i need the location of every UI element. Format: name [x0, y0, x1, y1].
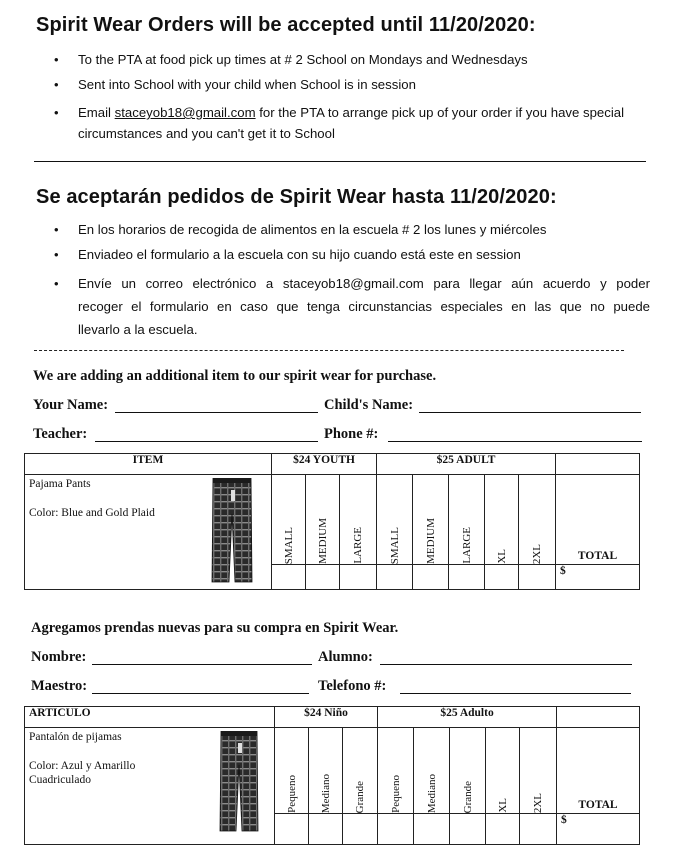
- maestro-label: Maestro:: [31, 678, 88, 694]
- childs-name-label: Child's Name:: [324, 397, 414, 413]
- qty-cell[interactable]: [378, 814, 414, 845]
- size-large-youth[interactable]: LARGE: [340, 475, 377, 565]
- order-table-en: [24, 453, 640, 590]
- qty-cell[interactable]: [272, 565, 306, 590]
- list-item: • En los horarios de recogida de alimentos en la escuela # 2 los lunes y miércoles: [54, 222, 547, 237]
- qty-cell[interactable]: [520, 814, 557, 845]
- section-divider: [34, 350, 624, 351]
- your-name-field[interactable]: [115, 398, 318, 413]
- nombre-field[interactable]: [92, 650, 312, 665]
- your-name-label: Your Name:: [33, 397, 109, 413]
- adult-price-header: $25 ADULT: [377, 454, 556, 475]
- qty-cell[interactable]: [306, 565, 340, 590]
- alumno-label: Alumno:: [318, 649, 373, 665]
- size-small-adult[interactable]: SMALL: [377, 475, 413, 565]
- english-heading: Spirit Wear Orders will be accepted until 11/20/2020:: [36, 14, 536, 36]
- bullet-icon: •: [54, 247, 59, 262]
- phone-label: Phone #:: [324, 426, 379, 442]
- item-color: Color: Azul y Amarillo: [29, 760, 136, 772]
- pajama-pants-image: [219, 731, 259, 833]
- size-2xl-adulto[interactable]: 2XL: [520, 728, 557, 814]
- telefono-field[interactable]: [400, 679, 631, 694]
- spanish-heading: Se aceptarán pedidos de Spirit Wear hasta 11/20/2020:: [36, 186, 557, 208]
- qty-cell[interactable]: [343, 814, 378, 845]
- qty-cell[interactable]: [275, 814, 309, 845]
- qty-cell[interactable]: [485, 565, 519, 590]
- nombre-label: Nombre:: [31, 649, 87, 665]
- spanish-bullet-list: [54, 222, 650, 341]
- qty-cell[interactable]: [340, 565, 377, 590]
- alumno-field[interactable]: [380, 650, 632, 665]
- total-header: TOTAL: [556, 475, 640, 565]
- childs-name-field[interactable]: [419, 398, 641, 413]
- order-table-es: [24, 706, 640, 845]
- bullet-icon: •: [54, 105, 59, 120]
- total-header: TOTAL: [557, 728, 640, 814]
- telefono-label: Telefono #:: [318, 678, 387, 694]
- item-color-2: Cuadriculado: [29, 774, 91, 786]
- bullet-icon: •: [54, 222, 59, 237]
- qty-cell[interactable]: [519, 565, 556, 590]
- total-amount-field[interactable]: $: [556, 565, 640, 590]
- youth-price-header: $24 Niño: [275, 707, 378, 728]
- size-grande-nino[interactable]: Grande: [343, 728, 378, 814]
- qty-cell[interactable]: [414, 814, 450, 845]
- item-header: ARTICULO: [25, 707, 275, 728]
- bullet-icon: •: [54, 52, 59, 67]
- english-bullet-list: [54, 52, 674, 144]
- teacher-label: Teacher:: [33, 426, 88, 442]
- item-header: ITEM: [25, 454, 272, 475]
- size-pequeno-adulto[interactable]: Pequeno: [378, 728, 414, 814]
- size-mediano-nino[interactable]: Mediano: [309, 728, 343, 814]
- qty-cell[interactable]: [486, 814, 520, 845]
- email-link[interactable]: staceyob18@gmail.com: [114, 105, 256, 120]
- teacher-field[interactable]: [95, 427, 318, 442]
- item-color: Color: Blue and Gold Plaid: [29, 507, 155, 519]
- qty-cell[interactable]: [309, 814, 343, 845]
- item-cell: [25, 475, 272, 590]
- youth-price-header: $24 YOUTH: [272, 454, 377, 475]
- list-item: • Sent into School with your child when School is in session: [54, 77, 416, 92]
- size-grande-adulto[interactable]: Grande: [450, 728, 486, 814]
- form-intro: We are adding an additional item to our spirit wear for purchase.: [33, 368, 437, 384]
- phone-field[interactable]: [388, 427, 642, 442]
- size-mediano-adulto[interactable]: Mediano: [414, 728, 450, 814]
- section-divider: [34, 161, 646, 162]
- maestro-field[interactable]: [92, 679, 309, 694]
- list-item: • To the PTA at food pick up times at # 2 School on Mondays and Wednesdays: [54, 52, 528, 67]
- size-small-youth[interactable]: SMALL: [272, 475, 306, 565]
- list-item: • Email staceyob18@gmail.com for the PTA to arrange pick up of your order if you have special circumstances and you can't get it to School: [54, 102, 674, 144]
- size-medium-youth[interactable]: MEDIUM: [306, 475, 340, 565]
- size-2xl-adult[interactable]: 2XL: [519, 475, 556, 565]
- item-name: Pantalón de pijamas: [29, 731, 122, 743]
- bullet-icon: •: [54, 276, 59, 291]
- size-xl-adulto[interactable]: XL: [486, 728, 520, 814]
- list-item: • Envíe un correo electrónico a staceyob18@gmail.com para llegar aún acuerdo y poder recoger el formulario en caso que tenga circunstancias especiales en las que no puede llevarlo a la escuela.: [54, 272, 650, 341]
- bullet-icon: •: [54, 77, 59, 92]
- qty-cell[interactable]: [413, 565, 449, 590]
- qty-cell[interactable]: [449, 565, 485, 590]
- qty-cell[interactable]: [377, 565, 413, 590]
- size-large-adult[interactable]: LARGE: [449, 475, 485, 565]
- size-medium-adult[interactable]: MEDIUM: [413, 475, 449, 565]
- adult-price-header: $25 Adulto: [378, 707, 557, 728]
- total-amount-field[interactable]: $: [557, 814, 640, 845]
- form-intro-es: Agregamos prendas nuevas para su compra en Spirit Wear.: [31, 620, 399, 636]
- qty-cell[interactable]: [450, 814, 486, 845]
- pajama-pants-image: [211, 478, 253, 584]
- size-xl-adult[interactable]: XL: [485, 475, 519, 565]
- item-cell: [25, 728, 275, 845]
- item-name: Pajama Pants: [29, 478, 91, 490]
- size-pequeno-nino[interactable]: Pequeno: [275, 728, 309, 814]
- list-item: • Enviadeo el formulario a la escuela con su hijo cuando está este en session: [54, 247, 521, 262]
